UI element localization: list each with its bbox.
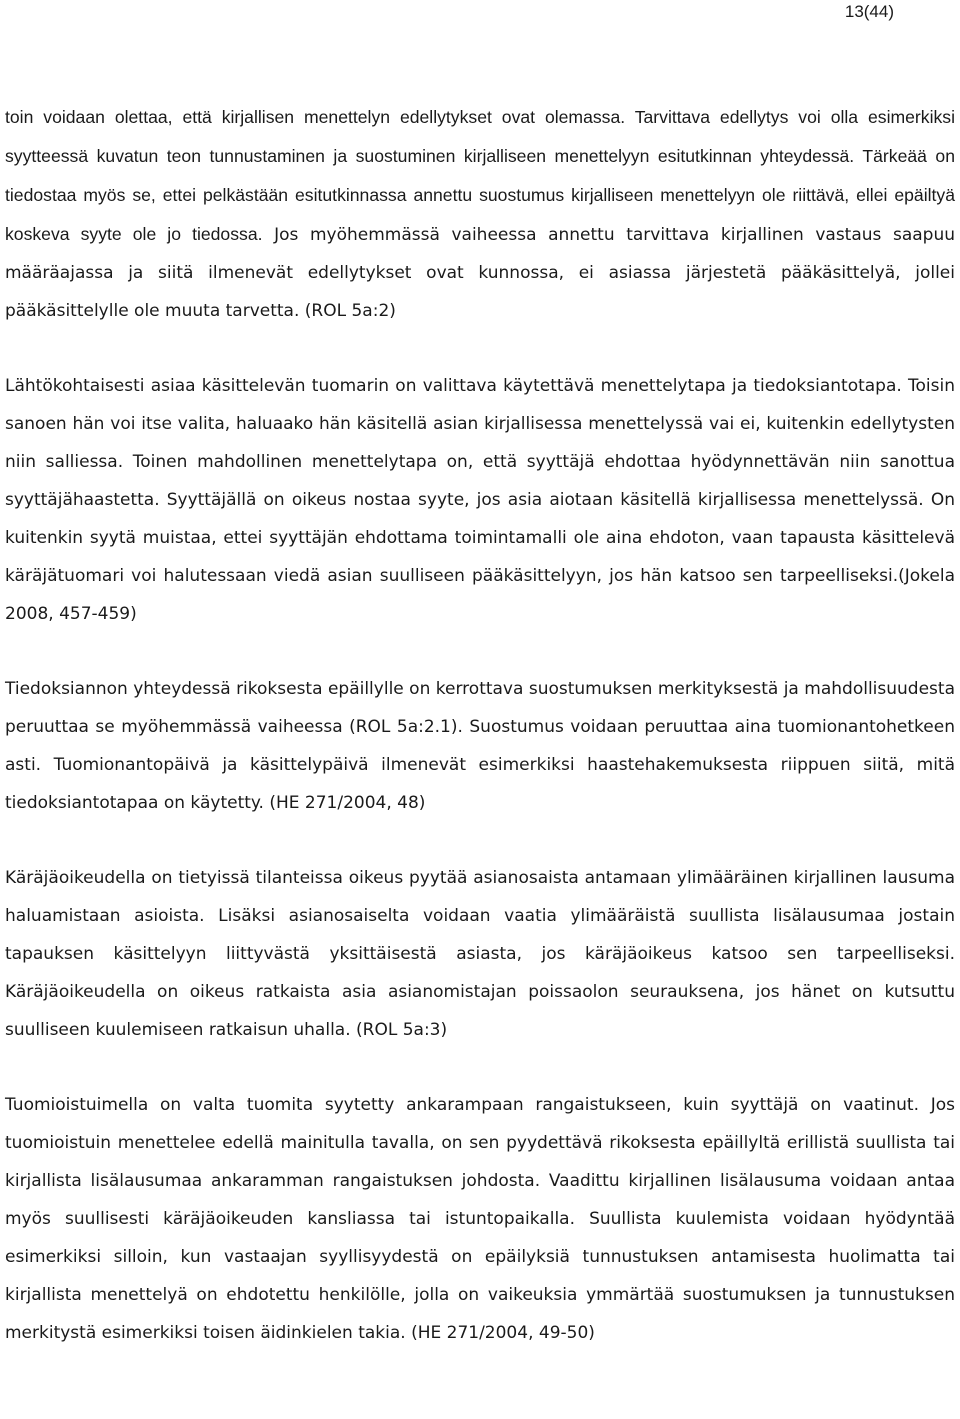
paragraph-4: Käräjäoikeudella on tietyissä tilanteissa oikeus pyytää asianosaista antamaan ylimääräinen kirjallinen lausuma haluamistaan asioista. Lisäksi asianosaiselta voidaan vaatia ylimääräistä suullista lisälausumaa jostain tapauksen käsittelyyn liittyvästä yksittäisestä asiasta, jos käräjäoikeus katsoo sen tarpeelliseksi. Käräjäoikeudella on oikeus ratkaista asia asianomistajan poissaolon seurauksena, jos hänet on kutsuttu suulliseen kuulemiseen ratkaisun uhalla. (ROL 5a:3) [5, 868, 955, 1040]
paragraph-2: Lähtökohtaisesti asiaa käsittelevän tuomarin on valittava käytettävä menettelytapa ja tiedoksiantotapa. Toisin sanoen hän voi itse valita, haluaako hän käsitellä asian kirjallisessa menettelyssä vai ei, kuitenkin edellytysten niin salliessa. Toinen mahdollinen menettelytapa on, että syyttäjä ehdottaa hyödynnettävän niin sanottua syyttäjähaastetta. Syyttäjällä on oikeus nostaa syyte, jos asia aiotaan käsitellä kirjallisessa menettelyssä. On kuitenkin syytä muistaa, ettei syyttäjän ehdottama toimintamalli ole aina ehdoton, vaan tapausta käsittelevä käräjätuomari voi halutessaan viedä asian suulliseen pääkäsittelyyn, jos hän katsoo sen tarpeelliseksi.(Jokela 2008, 457-459) [5, 376, 955, 624]
paragraph-5: Tuomioistuimella on valta tuomita syytetty ankarampaan rangaistukseen, kuin syyttäjä on vaatinut. Jos tuomioistuin menettelee edellä mainitulla tavalla, on sen pyydettävä rikoksesta epäillyltä erillistä suullista tai kirjallista lisälausumaa ankaramman rangaistuksen johdosta. Vaadittu kirjallinen lisälausuma voidaan antaa myös suullisesti käräjäoikeuden kansliassa tai istuntopaikalla. Suullista kuulemista voidaan hyödyntää esimerkiksi silloin, kun vastaajan syyllisyydestä on epäilyksiä tunnustuksen antamisesta huolimatta tai kirjallista menettelyä on ehdotettu henkilölle, jolla on vaikeuksia ymmärtää suostumuksen ja tunnustuksen merkitystä esimerkiksi toisen äidinkielen takia. (HE 271/2004, 49-50) [5, 1095, 955, 1343]
document-body [5, 98, 955, 1352]
page-number: 13(44) [844, 2, 894, 21]
paragraph-3: Tiedoksiannon yhteydessä rikoksesta epäillylle on kerrottava suostumuksen merkityksestä ja mahdollisuudesta peruuttaa se myöhemmässä vaiheessa (ROL 5a:2.1). Suostumus voidaan peruuttaa aina tuomionantohetkeen asti. Tuomionantopäivä ja käsittelypäivä ilmenevät esimerkiksi haastehakemuksesta riippuen siitä, mitä tiedoksiantotapaa on käytetty. (HE 271/2004, 48) [5, 679, 955, 813]
paragraph-1-part-b: Jos myöhemmässä vaiheessa annettu tarvittava kirjallinen vastaus saapuu määräajassa ja siitä ilmenevät edellytykset ovat kunnossa, ei asiassa järjestetä pääkäsittelyä, jollei pääkäsittelylle ole muuta tarvetta. (ROL 5a:2) [5, 225, 956, 321]
paragraph-1-part-a: toin voidaan olettaa, että kirjallisen menettelyn edellytykset ovat olemassa. Tarvittava edellytys voi olla esimerkiksi syytteessä kuvatun teon tunnustaminen ja suostuminen kirjalliseen menettelyyn esitutkinnan yhteydessä. Tärkeää on tiedostaa myös se, ettei pelkästään esitutkinnassa annettu suostumus kirjalliseen menettelyyn ole riittävä, ellei epäiltyä koskeva syyte ole jo tiedossa. [5, 107, 955, 244]
paragraph-1 [5, 98, 955, 330]
